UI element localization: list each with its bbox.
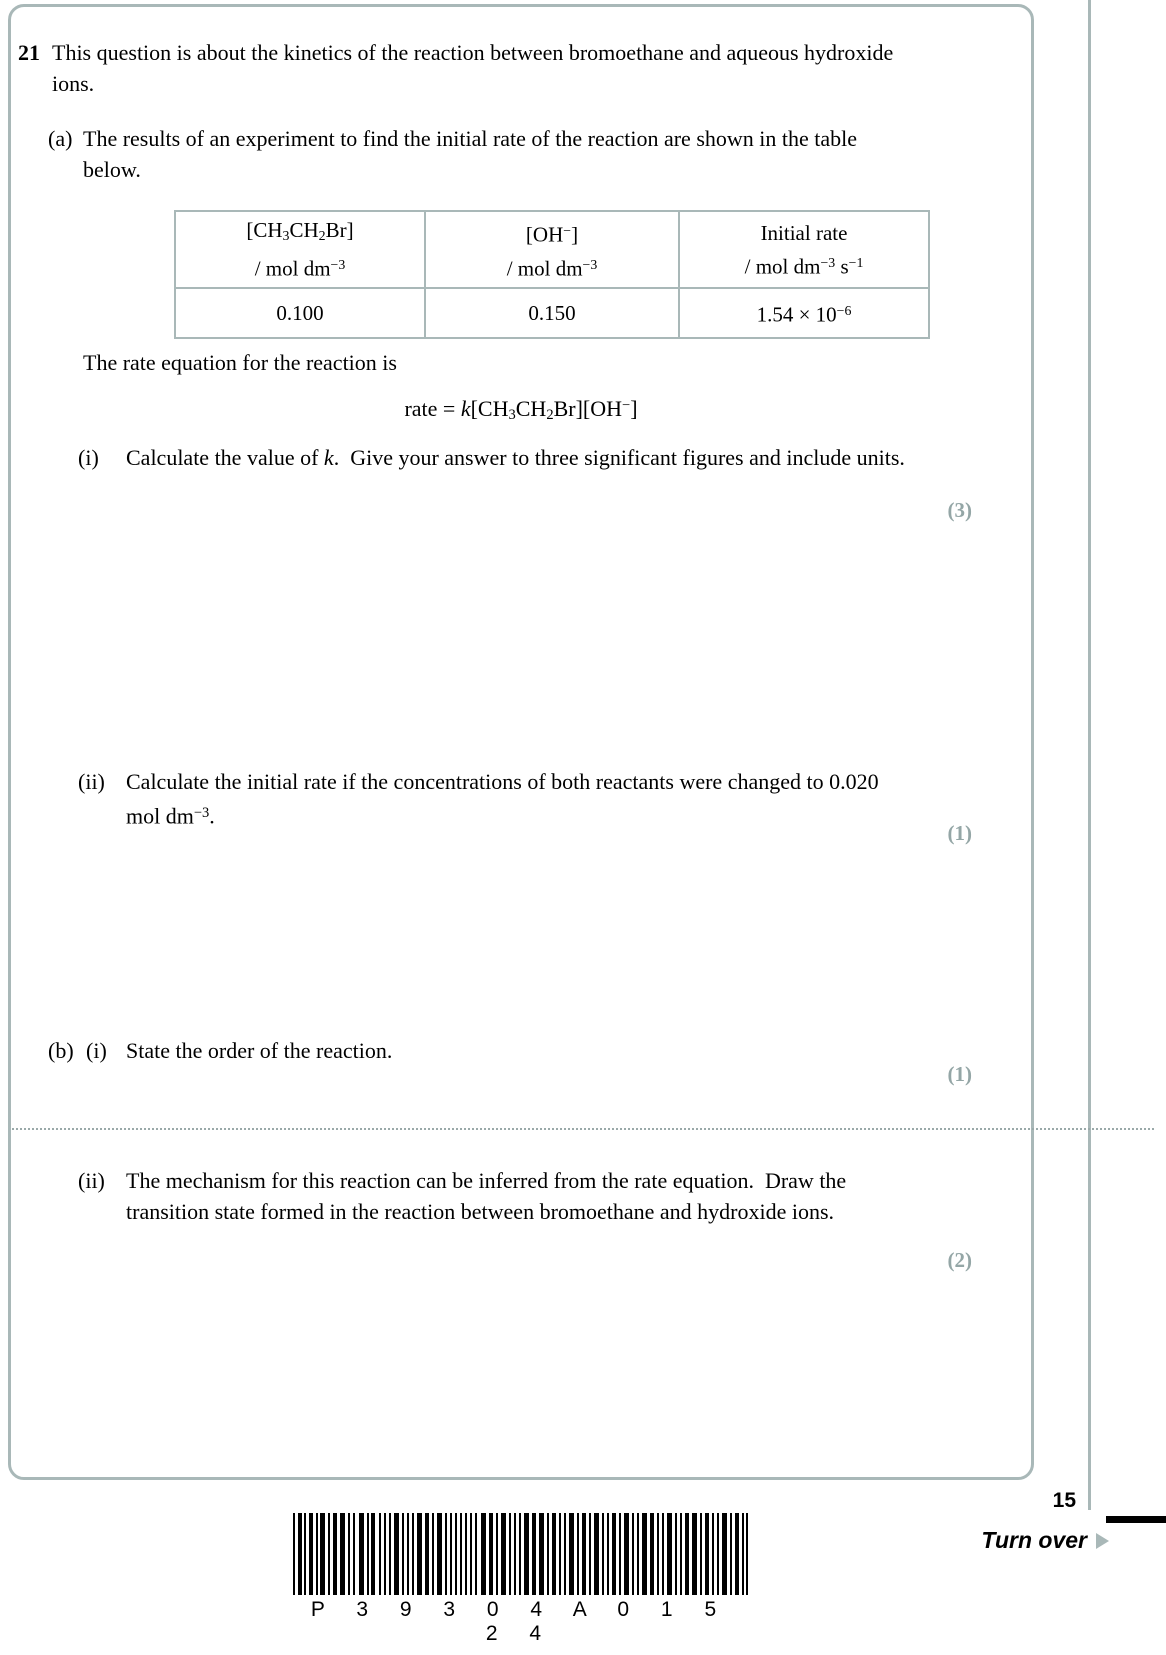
triangle-right-icon (1096, 1533, 1109, 1549)
page-number: 15 (1052, 1489, 1076, 1512)
turn-over-label: Turn over (981, 1527, 1087, 1553)
edge-registration-mark (1106, 1516, 1166, 1523)
part-b-ii-text: The mechanism for this reaction can be inferred from the rate equation. Draw the transition state formed in the reaction between bromoethane and hydroxide ions. (126, 1168, 847, 1224)
marks-b-i: (1) (947, 1062, 972, 1086)
outer-margin-rule (1088, 0, 1091, 1510)
exam-page-content-lower (8, 4, 1034, 1480)
question-number: 21 (18, 40, 40, 65)
rate-equation-intro: The rate equation for the reaction is (83, 350, 397, 375)
header-line-1: $[CH_3CH_2Br]$ (246, 218, 354, 244)
turn-over-indicator (981, 1527, 1109, 1554)
table-cell-bromoethane-value: 0.100 (175, 288, 425, 337)
part-a-i-label: (i) (78, 445, 99, 470)
barcode-image (291, 1513, 749, 1595)
header-line-1: [OH−] (525, 222, 579, 247)
rate-constant-symbol: k (323, 445, 334, 470)
part-a-i-text: Calculate the value of k. Give your answer to three significant figures and include units. (126, 445, 905, 470)
part-b-i-text: State the order of the reaction. (126, 1038, 393, 1063)
question-stem: This question is about the kinetics of the reaction between bromoethane and aqueous hydroxide ions. (52, 40, 894, 96)
header-line-1: Initial rate (760, 220, 848, 245)
part-a-text: The results of an experiment to find the initial rate of the reaction are shown in the table below. (83, 126, 858, 182)
rate-constant-symbol: k (460, 396, 471, 421)
table-cell-hydroxide-value: 0.150 (425, 288, 679, 337)
marks-a-i: (3) (947, 498, 972, 522)
barcode-caption: P 3 9 3 0 4 A 0 1 5 2 4 (310, 1598, 730, 1645)
table-cell-initial-rate-value: $1.54 \times 10^{-6}$ (679, 288, 929, 337)
part-b-ii-label: (ii) (78, 1168, 105, 1193)
part-a-ii-label: (ii) (78, 769, 105, 794)
marks-a-ii: (1) (947, 821, 972, 845)
rate-equation: rate = $k[CH_3CH_2Br][OH^-]$ (404, 396, 638, 424)
marks-b-ii: (2) (947, 1248, 972, 1272)
header-line-2: / mol $dm^{-3}$ $s^{-1}$ (744, 253, 864, 278)
part-a-label: (a) (48, 126, 73, 151)
part-a-ii-text: Calculate the initial rate if the concentrations of both reactants were changed to 0.020 mol $dm^{-3}$. (126, 769, 879, 829)
part-b-i-label: (i) (86, 1038, 107, 1063)
header-line-2: / mol $dm^{-3}$ (254, 256, 346, 281)
part-b-label: (b) (48, 1038, 74, 1063)
header-line-2: / mol $dm^{-3}$ (506, 256, 598, 281)
